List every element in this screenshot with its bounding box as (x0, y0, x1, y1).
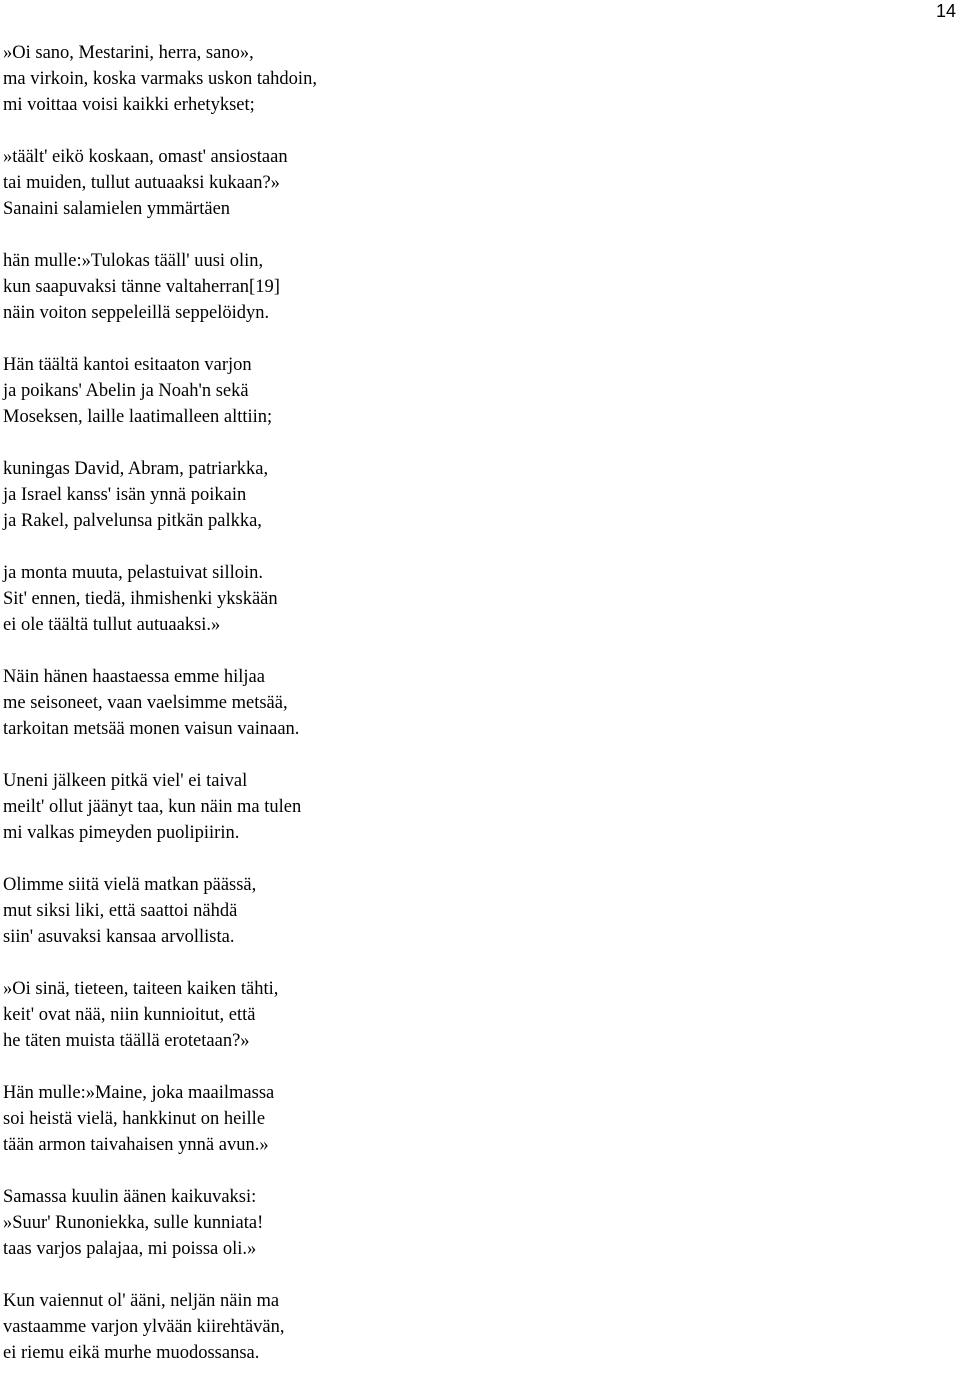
poem-line: Näin hänen haastaessa emme hiljaa (3, 667, 265, 687)
poem-line: tään armon taivahaisen ynnä avun.» (3, 1135, 269, 1155)
stanza (3, 456, 317, 534)
poem-line: Uneni jälkeen pitkä viel' ei taival (3, 771, 248, 791)
poem-line: he täten muista täällä erotetaan?» (3, 1031, 250, 1051)
stanza (3, 40, 317, 118)
poem-line: mut siksi liki, että saattoi nähdä (3, 901, 238, 921)
poem-line: Kun vaiennut ol' ääni, neljän näin ma (3, 1291, 280, 1311)
poem-line: taas varjos palajaa, mi poissa oli.» (3, 1239, 257, 1259)
poem-line: ma virkoin, koska varmaks uskon tahdoin, (3, 69, 317, 89)
stanza (3, 144, 317, 222)
stanza (3, 1080, 317, 1158)
stanza (3, 248, 317, 326)
poem-line: tai muiden, tullut autuaaksi kukaan?» (3, 173, 280, 193)
poem-line: vastaamme varjon ylvään kiirehtävän, (3, 1317, 285, 1337)
poem-line: mi voittaa voisi kaikki erhetykset; (3, 95, 255, 115)
poem-line: soi heistä vielä, hankkinut on heille (3, 1109, 266, 1129)
poem-line: ei ole täältä tullut autuaaksi.» (3, 615, 221, 635)
poem-line: hän mulle:»Tulokas tääll' uusi olin, (3, 251, 264, 271)
poem-line: tarkoitan metsää monen vaisun vainaan. (3, 719, 300, 739)
stanza (3, 768, 317, 846)
poem-line: mi valkas pimeyden puolipiirin. (3, 823, 240, 843)
poem-line: ja Israel kanss' isän ynnä poikain (3, 485, 247, 505)
poem-line: Olimme siitä vielä matkan päässä, (3, 875, 257, 895)
stanza (3, 976, 317, 1054)
poem-line: ja monta muuta, pelastuivat silloin. (3, 563, 263, 583)
poem-line: Sanaini salamielen ymmärtäen (3, 199, 231, 219)
poem-line: Hän mulle:»Maine, joka maailmassa (3, 1083, 275, 1103)
poem-line: »Oi sano, Mestarini, herra, sano», (3, 43, 254, 63)
poem-line: ei riemu eikä murhe muodossansa. (3, 1343, 260, 1363)
poem-line: Sit' ennen, tiedä, ihmishenki ykskään (3, 589, 278, 609)
poem-line: keit' ovat nää, niin kunnioitut, että (3, 1005, 256, 1025)
stanza (3, 560, 317, 638)
poem-line: kuningas David, Abram, patriarkka, (3, 459, 269, 479)
page-number: 14 (935, 1, 956, 21)
stanza (3, 1288, 317, 1366)
poem-line: Moseksen, laille laatimalleen alttiin; (3, 407, 273, 427)
poem-line: kun saapuvaksi tänne valtaherran[19] (3, 277, 280, 297)
poem-line: »Suur' Runoniekka, sulle kunniata! (3, 1213, 264, 1233)
stanza (3, 872, 317, 950)
poem-line: siin' asuvaksi kansaa arvollista. (3, 927, 235, 947)
stanza (3, 1184, 317, 1262)
poem-line: näin voiton seppeleillä seppelöidyn. (3, 303, 270, 323)
poem-line: ja poikans' Abelin ja Noah'n sekä (3, 381, 249, 401)
stanza (3, 664, 317, 742)
stanza (3, 352, 317, 430)
poem-line: »täält' eikö koskaan, omast' ansiostaan (3, 147, 288, 167)
poem-line: »Oi sinä, tieteen, taiteen kaiken tähti, (3, 979, 279, 999)
poem-line: Samassa kuulin äänen kaikuvaksi: (3, 1187, 257, 1207)
poem-body (3, 40, 317, 1392)
poem-line: Hän täältä kantoi esitaaton varjon (3, 355, 252, 375)
poem-line: meilt' ollut jäänyt taa, kun näin ma tulen (3, 797, 302, 817)
poem-line: ja Rakel, palvelunsa pitkän palkka, (3, 511, 262, 531)
poem-line: me seisoneet, vaan vaelsimme metsää, (3, 693, 288, 713)
